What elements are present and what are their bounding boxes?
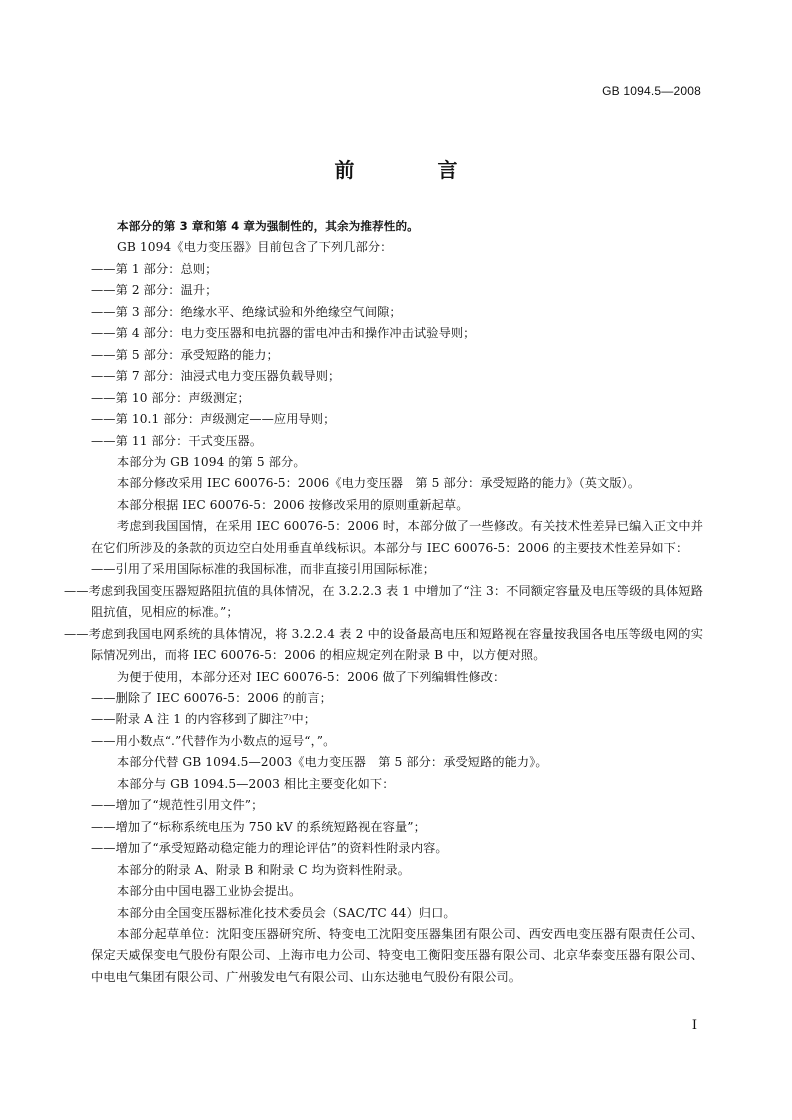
list-item: ——第 3 部分：绝缘水平、绝缘试验和外绝缘空气间隙；: [91, 304, 402, 319]
paragraph: 本部分由中国电器工业协会提出。: [117, 884, 302, 899]
mandatory-statement: 本部分的第 3 章和第 4 章为强制性的，其余为推荐性的。: [117, 219, 419, 233]
paragraph: 本部分的附录 A、附录 B 和附录 C 均为资料性附录。: [117, 862, 411, 877]
paragraph: 本部分由全国变压器标准化技术委员会（SAC/TC 44）归口。: [117, 905, 456, 920]
list-item: ——增加了“承受短路动稳定能力的理论评估”的资料性附录内容。: [91, 841, 448, 856]
list-item: ——第 1 部分：总则；: [91, 261, 218, 276]
page-title: 前 言: [334, 158, 496, 182]
paragraph: 本部分根据 IEC 60076-5：2006 按修改采用的原则重新起草。: [117, 497, 469, 512]
standard-code: GB 1094.5—2008: [602, 84, 701, 98]
list-item: ——考虑到我国变压器短路阻抗值的具体情况，在 3.2.2.3 表 1 中增加了“注 3：不同额定容量及电压等级的具体短路阻抗值，见相应的标准。”；: [64, 583, 703, 620]
list-item: ——第 11 部分：干式变压器。: [91, 433, 263, 448]
list-item: ——删除了 IEC 60076-5：2006 的前言；: [91, 690, 332, 705]
list-item: ——用小数点“.”代替作为小数点的逗号“，”。: [91, 733, 336, 748]
list-item: ——第 7 部分：油浸式电力变压器负载导则；: [91, 369, 341, 384]
list-item: ——第 4 部分：电力变压器和电抗器的雷电冲击和操作冲击试验导则；: [91, 326, 476, 341]
paragraph: 本部分为 GB 1094 的第 5 部分。: [117, 454, 306, 469]
paragraph: GB 1094《电力变压器》目前包含了下列几部分：: [117, 240, 393, 255]
paragraph: 考虑到我国国情，在采用 IEC 60076-5：2006 时，本部分做了一些修改。有关技术性差异已编入正文中并在它们所涉及的条款的页边空白处用垂直单线标识。本部分与 IEC 60076-5：2006 的主要技术性差异如下：: [91, 519, 703, 555]
list-item: ——第 5 部分：承受短路的能力；: [91, 347, 279, 362]
page-number: I: [691, 1018, 697, 1033]
foreword-content: [64, 216, 703, 988]
list-item: ——第 2 部分：温升；: [91, 283, 218, 298]
list-item: ——第 10.1 部分：声级测定——应用导则；: [91, 412, 336, 427]
list-item: ——考虑到我国电网系统的具体情况，将 3.2.2.4 表 2 中的设备最高电压和短路视在容量按我国各电压等级电网的实际情况列出，而将 IEC 60076-5：2006 的相应规定列在附录 B 中，以方便对照。: [64, 626, 703, 663]
list-item: ——增加了“标称系统电压为 750 kV 的系统短路视在容量”；: [91, 819, 426, 834]
drafting-units: 本部分起草单位：沈阳变压器研究所、特变电工沈阳变压器集团有限公司、西安西电变压器有限责任公司、保定天威保变电气股份有限公司、上海市电力公司、特变电工衡阳变压器有限公司、北京华泰变压器有限公司、中电电气集团有限公司、广州骏发电气有限公司、山东达驰电气股份有限公司。: [91, 926, 703, 984]
list-item: ——增加了“规范性引用文件”；: [91, 798, 264, 813]
paragraph: 本部分与 GB 1094.5—2003 相比主要变化如下：: [117, 776, 395, 791]
paragraph: 本部分代替 GB 1094.5—2003《电力变压器 第 5 部分：承受短路的能力》。: [117, 755, 548, 770]
paragraph: 本部分修改采用 IEC 60076-5：2006《电力变压器 第 5 部分：承受短路的能力》（英文版）。: [117, 476, 641, 491]
list-item: ——附录 A 注 1 的内容移到了脚注⁷⁾中；: [91, 712, 317, 727]
list-item: ——引用了采用国际标准的我国标准，而非直接引用国际标准；: [91, 562, 436, 577]
paragraph: 为便于使用，本部分还对 IEC 60076-5：2006 做了下列编辑性修改：: [117, 669, 506, 684]
list-item: ——第 10 部分：声级测定；: [91, 390, 250, 405]
